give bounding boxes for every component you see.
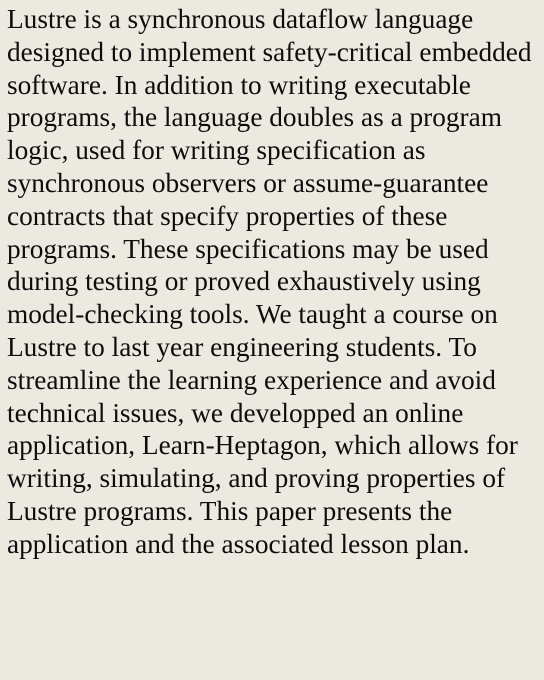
abstract-line: streamline the learning experience and avoid [7,364,496,395]
abstract-line: application and the associated lesson plan. [7,528,470,559]
abstract-line: during testing or proved exhaustively using [7,266,481,297]
abstract-line: writing, simulating, and proving properties of [7,463,506,494]
abstract-line: Lustre is a synchronous dataflow language [7,4,474,34]
abstract-line: model-checking tools. We taught a course on [7,299,498,330]
abstract-line: programs. These specifications may be used [7,233,489,264]
abstract-line: Lustre to last year engineering students. To [7,331,477,362]
abstract-line: synchronous observers or assume-guarantee [7,167,489,198]
abstract-line: technical issues, we developped an online [7,397,464,428]
abstract-text [7,3,537,561]
abstract-line: Lustre programs. This paper presents the [7,495,453,526]
abstract-line: designed to implement safety-critical embedded [7,36,532,67]
abstract-line: contracts that specify properties of these [7,200,448,231]
abstract-line: programs, the language doubles as a program [7,102,502,133]
abstract-line: application, Learn-Heptagon, which allows for [7,430,518,461]
abstract-line: software. In addition to writing executable [7,69,471,100]
abstract-line: logic, used for writing specification as [7,135,426,166]
